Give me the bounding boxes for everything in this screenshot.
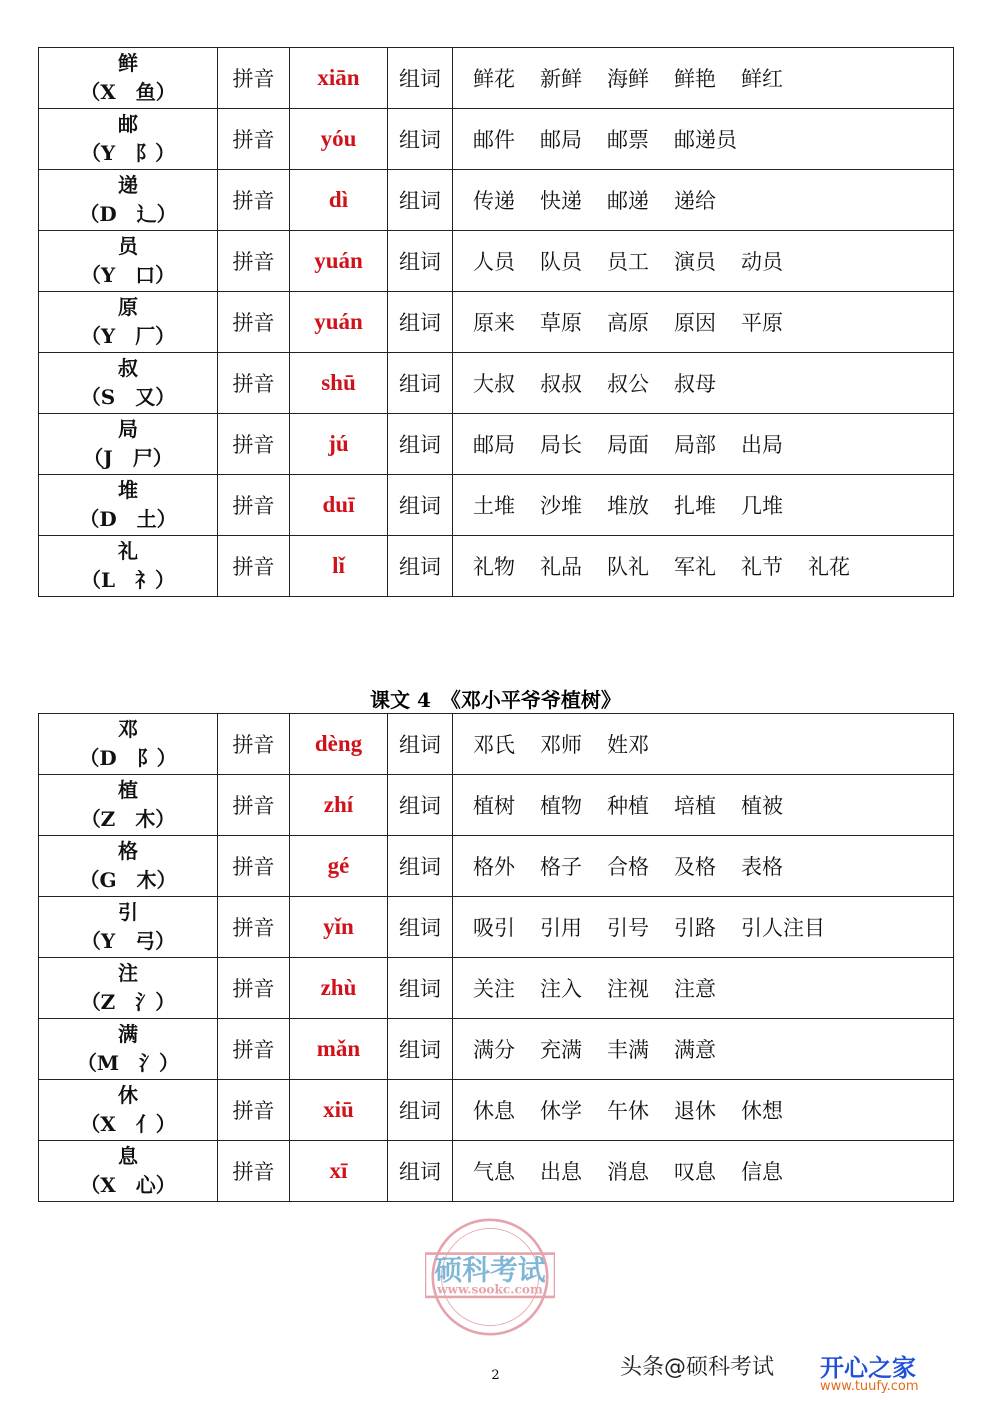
table-row	[39, 536, 954, 597]
character-cell	[39, 414, 218, 475]
table-row	[39, 109, 954, 170]
word: 邮件	[473, 128, 515, 152]
words-cell	[453, 475, 954, 536]
pinyin-label: 拼音	[218, 536, 290, 597]
pinyin-value: mǎn	[290, 1019, 388, 1080]
words-cell	[453, 1080, 954, 1141]
table-row	[39, 414, 954, 475]
words-cell	[453, 897, 954, 958]
word: 表格	[741, 855, 783, 879]
word: 鲜红	[741, 67, 783, 91]
radical-hint: （S 又）	[80, 385, 176, 409]
word: 大叔	[473, 372, 515, 396]
word: 丰满	[607, 1038, 649, 1062]
pinyin-value: shū	[290, 353, 388, 414]
character: 引	[118, 900, 138, 924]
pinyin-label: 拼音	[218, 1019, 290, 1080]
word: 礼节	[741, 555, 783, 579]
word: 土堆	[473, 494, 515, 518]
character: 原	[118, 295, 138, 319]
word: 礼花	[808, 555, 850, 579]
zuci-label: 组词	[388, 109, 453, 170]
word: 培植	[674, 794, 716, 818]
word: 叔叔	[540, 372, 582, 396]
words-cell	[453, 775, 954, 836]
zuci-label: 组词	[388, 475, 453, 536]
word: 满分	[473, 1038, 515, 1062]
word: 传递	[473, 189, 515, 213]
word: 信息	[741, 1160, 783, 1184]
words-cell	[453, 1141, 954, 1202]
word: 邮递	[607, 189, 649, 213]
character: 邮	[118, 112, 138, 136]
character-cell	[39, 48, 218, 109]
footer-logo	[620, 1348, 980, 1398]
word: 注入	[540, 977, 582, 1001]
word: 礼物	[473, 555, 515, 579]
pinyin-label: 拼音	[218, 475, 290, 536]
zuci-label: 组词	[388, 836, 453, 897]
words-cell	[453, 1019, 954, 1080]
word: 邓师	[540, 733, 582, 757]
pinyin-value: jú	[290, 414, 388, 475]
radical-hint: （Z 木）	[80, 807, 176, 831]
table-row	[39, 48, 954, 109]
character: 注	[118, 961, 138, 985]
character-cell	[39, 1019, 218, 1080]
character-cell	[39, 292, 218, 353]
character-cell	[39, 231, 218, 292]
word: 邮局	[473, 433, 515, 457]
radical-hint: （G 木）	[79, 868, 177, 892]
character: 休	[118, 1083, 138, 1107]
word: 气息	[473, 1160, 515, 1184]
words-cell	[453, 353, 954, 414]
word: 草原	[540, 311, 582, 335]
character-cell	[39, 1080, 218, 1141]
character: 满	[118, 1022, 138, 1046]
zuci-label: 组词	[388, 292, 453, 353]
radical-hint: （Z 氵）	[80, 990, 176, 1014]
pinyin-value: yuán	[290, 292, 388, 353]
word: 植被	[741, 794, 783, 818]
word: 原因	[674, 311, 716, 335]
pinyin-label: 拼音	[218, 897, 290, 958]
section-title: 课文 4 《邓小平爷爷植树》	[370, 688, 621, 712]
word: 及格	[674, 855, 716, 879]
table-row	[39, 958, 954, 1019]
word: 递给	[674, 189, 716, 213]
word: 引用	[540, 916, 582, 940]
word: 退休	[674, 1099, 716, 1123]
word: 叹息	[674, 1160, 716, 1184]
pinyin-label: 拼音	[218, 414, 290, 475]
word: 午休	[607, 1099, 649, 1123]
character-cell	[39, 109, 218, 170]
character: 堆	[118, 478, 138, 502]
word: 海鲜	[607, 67, 649, 91]
word: 叔母	[674, 372, 716, 396]
radical-hint: （Y 阝）	[80, 141, 176, 165]
watermark-stamp	[425, 1212, 555, 1342]
pinyin-label: 拼音	[218, 836, 290, 897]
word: 植树	[473, 794, 515, 818]
pinyin-value: dì	[290, 170, 388, 231]
words-cell	[453, 48, 954, 109]
word: 高原	[607, 311, 649, 335]
word: 吸引	[473, 916, 515, 940]
word: 引路	[674, 916, 716, 940]
zuci-label: 组词	[388, 775, 453, 836]
character: 鲜	[118, 51, 138, 75]
zuci-label: 组词	[388, 170, 453, 231]
zuci-label: 组词	[388, 353, 453, 414]
word: 员工	[607, 250, 649, 274]
pinyin-value: zhù	[290, 958, 388, 1019]
pinyin-value: xiū	[290, 1080, 388, 1141]
word: 队礼	[607, 555, 649, 579]
watermark-text: 硕科考试	[434, 1253, 546, 1287]
table-row	[39, 292, 954, 353]
radical-hint: （J 尸）	[83, 446, 173, 470]
pinyin-label: 拼音	[218, 1080, 290, 1141]
radical-hint: （X 鱼）	[80, 80, 176, 104]
radical-hint: （L 礻）	[80, 568, 176, 592]
words-cell	[453, 836, 954, 897]
table-row	[39, 1141, 954, 1202]
character: 叔	[118, 356, 138, 380]
character-cell	[39, 353, 218, 414]
word: 休学	[540, 1099, 582, 1123]
zuci-label: 组词	[388, 231, 453, 292]
zuci-label: 组词	[388, 897, 453, 958]
character: 邓	[118, 717, 138, 741]
word: 姓邓	[607, 733, 649, 757]
words-cell	[453, 414, 954, 475]
word: 演员	[674, 250, 716, 274]
word: 几堆	[741, 494, 783, 518]
radical-hint: （X 心）	[80, 1173, 176, 1197]
word: 扎堆	[674, 494, 716, 518]
pinyin-label: 拼音	[218, 231, 290, 292]
word: 注意	[674, 977, 716, 1001]
table-row	[39, 714, 954, 775]
pinyin-value: gé	[290, 836, 388, 897]
word: 队员	[540, 250, 582, 274]
words-cell	[453, 958, 954, 1019]
words-cell	[453, 714, 954, 775]
character-cell	[39, 536, 218, 597]
pinyin-label: 拼音	[218, 109, 290, 170]
word: 邮递员	[674, 128, 737, 152]
table-row	[39, 353, 954, 414]
table-row	[39, 897, 954, 958]
pinyin-label: 拼音	[218, 958, 290, 1019]
word: 格外	[473, 855, 515, 879]
pinyin-value: yóu	[290, 109, 388, 170]
word: 注视	[607, 977, 649, 1001]
word: 鲜花	[473, 67, 515, 91]
word: 休想	[741, 1099, 783, 1123]
character-cell	[39, 958, 218, 1019]
character-cell	[39, 897, 218, 958]
zuci-label: 组词	[388, 48, 453, 109]
pinyin-value: xiān	[290, 48, 388, 109]
word: 鲜艳	[674, 67, 716, 91]
toutiao-label: 头条@硕科考试	[620, 1355, 775, 1380]
character: 礼	[118, 539, 138, 563]
word: 植物	[540, 794, 582, 818]
character: 息	[118, 1144, 138, 1168]
words-cell	[453, 536, 954, 597]
character-cell	[39, 1141, 218, 1202]
word: 邮局	[540, 128, 582, 152]
word: 新鲜	[540, 67, 582, 91]
pinyin-label: 拼音	[218, 714, 290, 775]
word: 邮票	[607, 128, 649, 152]
zuci-label: 组词	[388, 958, 453, 1019]
table-row	[39, 170, 954, 231]
radical-hint: （M 氵）	[76, 1051, 180, 1075]
pinyin-value: yǐn	[290, 897, 388, 958]
radical-hint: （D 辶）	[79, 202, 177, 226]
word: 原来	[473, 311, 515, 335]
word: 种植	[607, 794, 649, 818]
pinyin-label: 拼音	[218, 170, 290, 231]
table-row	[39, 1019, 954, 1080]
pinyin-label: 拼音	[218, 48, 290, 109]
word: 平原	[741, 311, 783, 335]
word: 引号	[607, 916, 649, 940]
zuci-label: 组词	[388, 1019, 453, 1080]
word: 邓氏	[473, 733, 515, 757]
word: 出局	[741, 433, 783, 457]
character: 植	[118, 778, 138, 802]
radical-hint: （Y 厂）	[80, 324, 176, 348]
word: 合格	[607, 855, 649, 879]
pinyin-label: 拼音	[218, 292, 290, 353]
words-cell	[453, 109, 954, 170]
character-cell	[39, 714, 218, 775]
character-cell	[39, 170, 218, 231]
character: 局	[118, 417, 138, 441]
radical-hint: （D 土）	[79, 507, 177, 531]
radical-hint: （D 阝）	[79, 746, 177, 770]
zuci-label: 组词	[388, 1141, 453, 1202]
character-cell	[39, 775, 218, 836]
zuci-label: 组词	[388, 536, 453, 597]
words-cell	[453, 170, 954, 231]
pinyin-value: lǐ	[290, 536, 388, 597]
pinyin-value: dèng	[290, 714, 388, 775]
word: 休息	[473, 1099, 515, 1123]
word: 沙堆	[540, 494, 582, 518]
character: 员	[118, 234, 138, 258]
word: 局部	[674, 433, 716, 457]
word: 局长	[540, 433, 582, 457]
table-row	[39, 1080, 954, 1141]
table-row	[39, 775, 954, 836]
brand-label: 开心之家	[820, 1354, 916, 1382]
word: 充满	[540, 1038, 582, 1062]
word: 格子	[540, 855, 582, 879]
word: 快递	[540, 189, 582, 213]
character: 格	[118, 839, 138, 863]
brand-url: www.tuufy.com	[820, 1379, 919, 1394]
word: 叔公	[607, 372, 649, 396]
word: 关注	[473, 977, 515, 1001]
word: 军礼	[674, 555, 716, 579]
radical-hint: （Y 弓）	[80, 929, 176, 953]
table-row	[39, 475, 954, 536]
word: 礼品	[540, 555, 582, 579]
zuci-label: 组词	[388, 1080, 453, 1141]
character-cell	[39, 836, 218, 897]
character-cell	[39, 475, 218, 536]
pinyin-value: duī	[290, 475, 388, 536]
word: 局面	[607, 433, 649, 457]
vocab-table-1	[38, 47, 954, 597]
table-row	[39, 836, 954, 897]
zuci-label: 组词	[388, 414, 453, 475]
zuci-label: 组词	[388, 714, 453, 775]
watermark-url: www.sookc.com	[437, 1282, 543, 1297]
word: 人员	[473, 250, 515, 274]
table-row	[39, 231, 954, 292]
pinyin-value: yuán	[290, 231, 388, 292]
pinyin-label: 拼音	[218, 353, 290, 414]
words-cell	[453, 292, 954, 353]
word: 出息	[540, 1160, 582, 1184]
word: 引人注目	[741, 916, 825, 940]
word: 消息	[607, 1160, 649, 1184]
pinyin-value: xī	[290, 1141, 388, 1202]
words-cell	[453, 231, 954, 292]
pinyin-value: zhí	[290, 775, 388, 836]
page-number: 2	[491, 1368, 500, 1383]
pinyin-label: 拼音	[218, 1141, 290, 1202]
radical-hint: （Y 口）	[80, 263, 176, 287]
word: 堆放	[607, 494, 649, 518]
vocab-table-2	[38, 713, 954, 1202]
radical-hint: （X 亻）	[80, 1112, 176, 1136]
character: 递	[118, 173, 138, 197]
pinyin-label: 拼音	[218, 775, 290, 836]
word: 满意	[674, 1038, 716, 1062]
word: 动员	[741, 250, 783, 274]
